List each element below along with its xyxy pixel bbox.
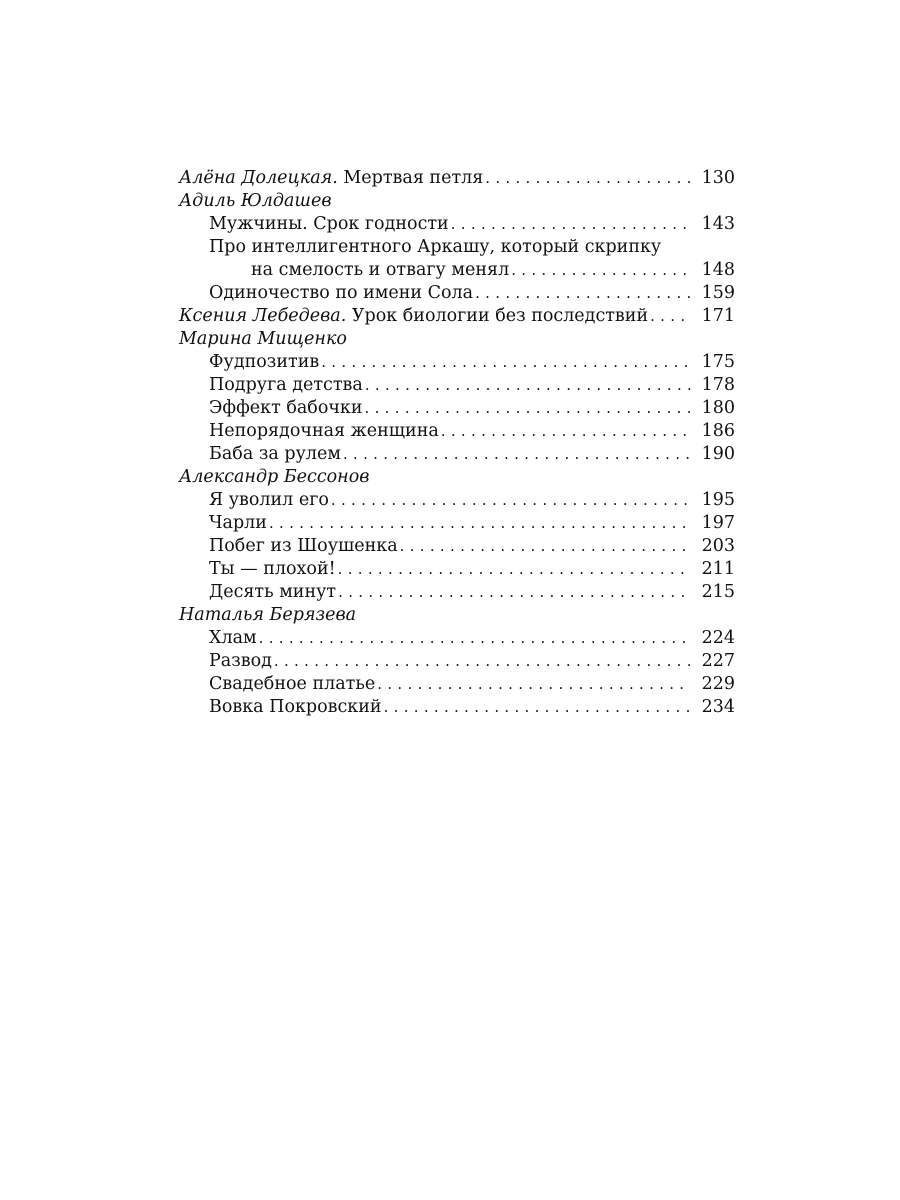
toc-entry[interactable] [179,489,735,512]
toc-entry[interactable] [179,535,735,558]
toc-entry[interactable] [179,167,735,190]
dot-leader [400,535,691,558]
toc-entry[interactable] [179,351,735,374]
toc-page-number: 130 [701,168,735,188]
toc-page-number: 229 [701,674,735,694]
dot-leader [485,167,691,190]
dot-leader [650,305,691,328]
toc-title: Баба за рулем [209,444,341,464]
toc-author: Марина Мищенко [179,329,347,349]
dot-leader [259,627,691,650]
toc-title: Свадебное платье [209,674,376,694]
toc-title: Одиночество по имени Сола [209,283,474,303]
toc-title: Я уволил его [209,490,329,510]
toc-page-number: 203 [701,536,735,556]
toc-title: Чарли [209,513,267,533]
toc-page-number: 159 [701,283,735,303]
dot-leader [331,489,691,512]
toc-page-number: 143 [701,214,735,234]
dot-leader [343,443,691,466]
toc-entry-first-line[interactable] [179,236,735,259]
toc-title: Мертвая петля [343,168,484,188]
toc-title: Фудпозитив [209,352,320,372]
toc-page-number: 234 [701,697,735,717]
toc-title: Хлам [209,628,257,648]
toc-entry[interactable] [179,512,735,535]
dot-leader [475,282,691,305]
toc-title: на смелость и отвагу менял [251,260,510,280]
toc-page-number: 175 [701,352,735,372]
dot-leader [384,696,691,719]
toc-page-number: 215 [701,582,735,602]
toc-entry[interactable] [179,581,735,604]
toc-entry[interactable] [179,420,735,443]
toc-page-number: 211 [701,559,735,579]
toc-page-number: 171 [701,306,735,326]
toc-author: Адиль Юлдашев [179,191,332,211]
toc-entry[interactable] [179,305,735,328]
toc-page-number: 195 [701,490,735,510]
toc-author-heading [179,466,735,489]
dot-leader [365,397,691,420]
toc-title: Подруга детства [209,375,363,395]
toc-page-number: 178 [701,375,735,395]
toc-author-heading [179,190,735,213]
toc-author: Алёна Долецкая. [179,168,338,188]
toc-entry[interactable] [179,282,735,305]
toc-title: Развод [209,651,272,671]
dot-leader [269,512,691,535]
toc-title: Эффект бабочки [209,398,363,418]
toc-title: Урок биологии без последствий [351,306,649,326]
toc-entry[interactable] [179,627,735,650]
toc-entry-continuation[interactable] [179,259,735,282]
toc-entry[interactable] [179,650,735,673]
toc-page-number: 224 [701,628,735,648]
dot-leader [451,213,691,236]
toc-title: Десять минут [209,582,337,602]
toc-page-number: 186 [701,421,735,441]
toc-title: Про интеллигентного Аркашу, который скрипку [209,237,662,257]
dot-leader [338,581,691,604]
table-of-contents [179,167,735,719]
toc-entry[interactable] [179,213,735,236]
toc-title: Непорядочная женщина [209,421,439,441]
toc-entry[interactable] [179,374,735,397]
toc-page-number: 148 [701,260,735,280]
toc-page-number: 227 [701,651,735,671]
toc-entry[interactable] [179,673,735,696]
toc-author: Ксения Лебедева. [179,306,347,326]
toc-entry[interactable] [179,397,735,420]
dot-leader [321,351,691,374]
toc-entry[interactable] [179,696,735,719]
toc-page-number: 190 [701,444,735,464]
toc-author: Александр Бессонов [179,467,370,487]
dot-leader [377,673,691,696]
toc-title: Ты — плохой! [209,559,336,579]
toc-entry[interactable] [179,443,735,466]
toc-author: Наталья Берязева [179,605,357,625]
dot-leader [338,558,691,581]
toc-page-number: 180 [701,398,735,418]
toc-author-heading [179,328,735,351]
dot-leader [511,259,691,282]
toc-title: Мужчины. Срок годности [209,214,449,234]
dot-leader [441,420,691,443]
toc-title: Вовка Покровский [209,697,382,717]
toc-author-heading [179,604,735,627]
dot-leader [365,374,691,397]
dot-leader [274,650,691,673]
toc-page-number: 197 [701,513,735,533]
toc-title: Побег из Шоушенка [209,536,398,556]
toc-entry[interactable] [179,558,735,581]
